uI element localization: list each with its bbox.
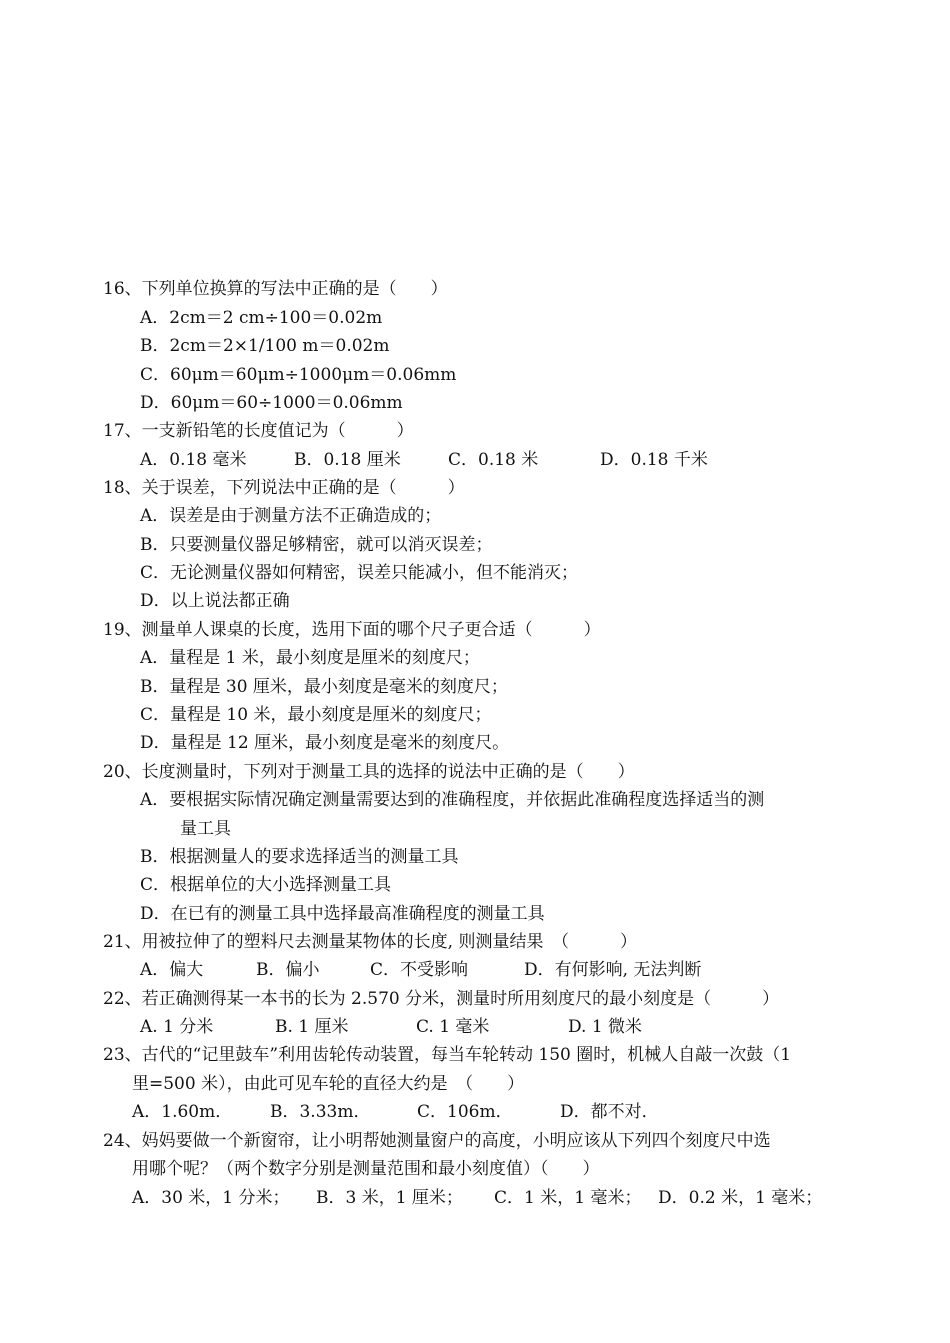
question-23-option-b: B．3.33m．	[270, 1102, 371, 1122]
question-21-options	[0, 959, 950, 981]
question-19-option-a: A．量程是 1 米，最小刻度是厘米的刻度尺；	[140, 648, 480, 668]
question-24-options	[0, 1187, 950, 1209]
question-23-option-c: C．106m．	[417, 1102, 513, 1122]
question-16-stem: 16、下列单位换算的写法中正确的是（ ）	[103, 279, 448, 299]
question-23-option-a: A．1.60m．	[132, 1102, 233, 1122]
question-17-option-c: C．0.18 米	[448, 450, 539, 470]
question-22-stem: 22、若正确测得某一本书的长为 2.570 分米，测量时所用刻度尺的最小刻度是（ ）	[103, 989, 780, 1009]
question-24-option-b: B．3 米，1 厘米；	[316, 1188, 463, 1208]
question-20-option-a: A．要根据实际情况确定测量需要达到的准确程度，并依据此准确程度选择适当的测	[140, 790, 765, 810]
question-17-option-d: D．0.18 千米	[600, 450, 708, 470]
question-21-stem: 21、用被拉伸了的塑料尺去测量某物体的长度, 则测量结果 （ ）	[103, 932, 637, 952]
question-16-option-a: A．2cm＝2 cm÷100＝0.02m	[140, 308, 383, 328]
question-18-stem: 18、关于误差，下列说法中正确的是（ ）	[103, 478, 465, 498]
question-24-option-a: A．30 米，1 分米；	[132, 1188, 290, 1208]
question-17-option-a: A．0.18 毫米	[140, 450, 247, 470]
question-18-option-d: D．以上说法都正确	[140, 591, 290, 611]
question-22-options	[0, 1016, 950, 1038]
question-20-option-c: C．根据单位的大小选择测量工具	[140, 875, 392, 895]
question-24-stem: 24、妈妈要做一个新窗帘，让小明帮她测量窗户的高度，小明应该从下列四个刻度尺中选	[103, 1131, 771, 1151]
question-24-option-d: D．0.2 米，1 毫米；	[658, 1188, 823, 1208]
question-21-option-a: A．偏大	[140, 960, 204, 980]
question-22-option-a: A. 1 分米	[140, 1017, 214, 1037]
question-20-stem: 20、长度测量时，下列对于测量工具的选择的说法中正确的是（ ）	[103, 762, 635, 782]
question-22-option-d: D. 1 微米	[568, 1017, 643, 1037]
question-21-option-c: C．不受影响	[370, 960, 469, 980]
question-21-option-d: D．有何影响, 无法判断	[524, 960, 702, 980]
question-23-option-d: D．都不对．	[560, 1102, 659, 1122]
question-16-option-c: C．60μm＝60μm÷1000μm＝0.06mm	[140, 365, 457, 385]
question-18-option-b: B．只要测量仪器足够精密，就可以消灭误差；	[140, 535, 493, 555]
question-24-stem-continued: 用哪个呢？（两个数字分别是测量范围和最小刻度值）（ ）	[132, 1159, 600, 1179]
question-20-option-a-continued: 量工具	[180, 819, 231, 839]
question-16-option-d: D．60μm＝60÷1000＝0.06mm	[140, 393, 403, 413]
question-18-option-c: C．无论测量仪器如何精密，误差只能减小，但不能消灭；	[140, 563, 579, 583]
question-19-option-b: B．量程是 30 厘米，最小刻度是毫米的刻度尺；	[140, 677, 508, 697]
question-19-option-d: D．量程是 12 厘米，最小刻度是毫米的刻度尺。	[140, 733, 510, 753]
question-20-option-b: B．根据测量人的要求选择适当的测量工具	[140, 847, 459, 867]
question-17-option-b: B．0.18 厘米	[294, 450, 401, 470]
question-21-option-b: B．偏小	[256, 960, 320, 980]
question-18-option-a: A．误差是由于测量方法不正确造成的；	[140, 506, 442, 526]
question-22-option-c: C. 1 毫米	[416, 1017, 490, 1037]
question-19-stem: 19、测量单人课桌的长度，选用下面的哪个尺子更合适（ ）	[103, 620, 601, 640]
question-17-stem: 17、一支新铅笔的长度值记为（ ）	[103, 421, 414, 441]
question-24-option-c: C．1 米，1 毫米；	[494, 1188, 642, 1208]
question-23-stem: 23、古代的“记里鼓车”利用齿轮传动装置，每当车轮转动 150 圈时，机械人自敲一次鼓（1	[103, 1045, 792, 1065]
question-17-options	[0, 449, 950, 471]
question-16-option-b: B．2cm＝2×1/100 m＝0.02m	[140, 336, 390, 356]
question-23-options	[0, 1101, 950, 1123]
question-22-option-b: B. 1 厘米	[275, 1017, 349, 1037]
question-20-option-d: D．在已有的测量工具中选择最高准确程度的测量工具	[140, 904, 545, 924]
question-19-option-c: C．量程是 10 米，最小刻度是厘米的刻度尺；	[140, 705, 492, 725]
question-23-stem-continued: 里=500 米），由此可见车轮的直径大约是 （ ）	[132, 1074, 525, 1094]
